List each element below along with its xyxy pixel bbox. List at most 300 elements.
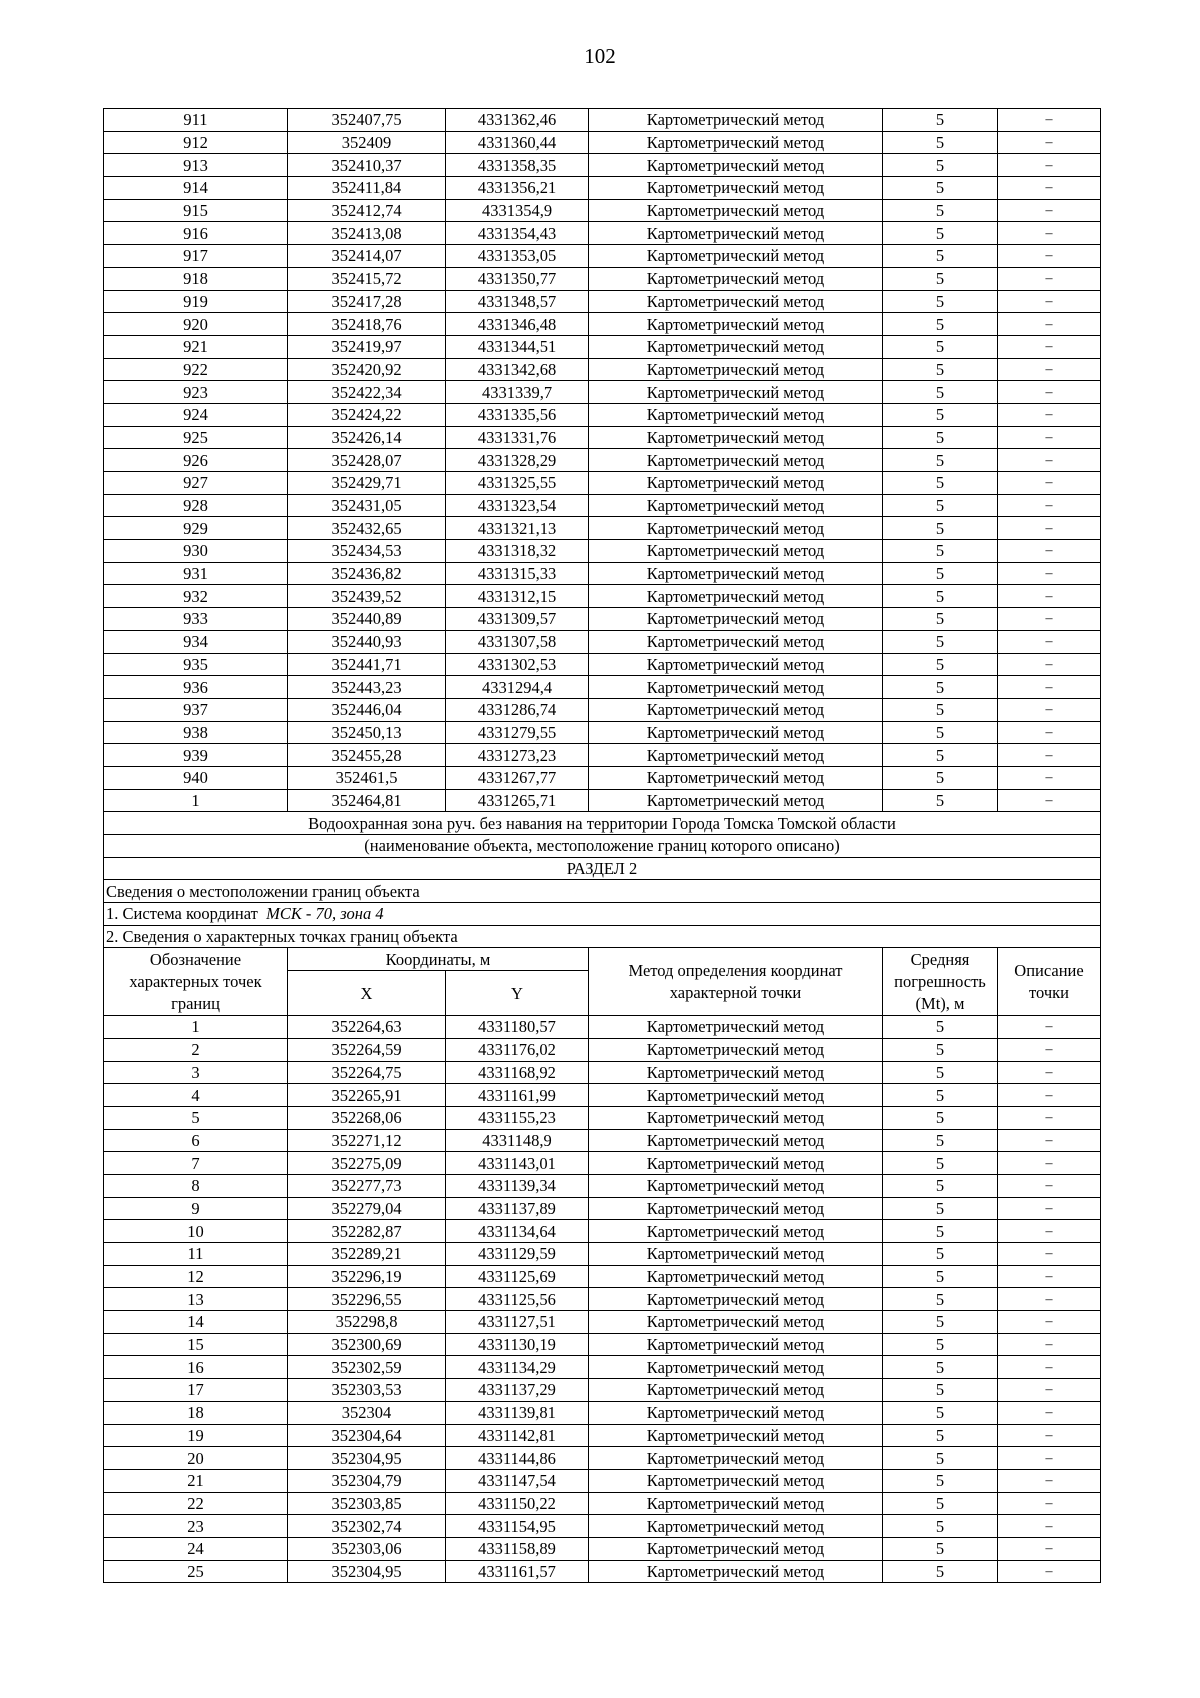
mean-error: 5 xyxy=(883,290,998,313)
point-number: 10 xyxy=(104,1220,288,1243)
coord-y: 4331155,23 xyxy=(446,1106,589,1129)
method: Картометрический метод xyxy=(589,517,883,540)
coord-x: 352304,79 xyxy=(288,1469,446,1492)
mean-error: 5 xyxy=(883,267,998,290)
header-mt: Средняя погрешность (Mt), м xyxy=(883,948,998,1016)
mean-error: 5 xyxy=(883,540,998,563)
table-row xyxy=(104,177,1101,200)
coord-y: 4331360,44 xyxy=(446,131,589,154)
method: Картометрический метод xyxy=(589,177,883,200)
coord-x: 352271,12 xyxy=(288,1129,446,1152)
table-row xyxy=(104,653,1101,676)
method: Картометрический метод xyxy=(589,1515,883,1538)
table-row xyxy=(104,1129,1101,1152)
coord-x: 352440,89 xyxy=(288,608,446,631)
info-heading-row xyxy=(104,880,1101,903)
point-description: – xyxy=(998,1401,1101,1424)
mean-error: 5 xyxy=(883,313,998,336)
coord-y: 4331321,13 xyxy=(446,517,589,540)
point-description: – xyxy=(998,131,1101,154)
method: Картометрический метод xyxy=(589,1424,883,1447)
table-row xyxy=(104,131,1101,154)
method: Картометрический метод xyxy=(589,472,883,495)
method: Картометрический метод xyxy=(589,1401,883,1424)
mean-error: 5 xyxy=(883,766,998,789)
coord-x: 352455,28 xyxy=(288,744,446,767)
point-description: – xyxy=(998,1515,1101,1538)
coord-x: 352268,06 xyxy=(288,1106,446,1129)
coord-x: 352417,28 xyxy=(288,290,446,313)
mean-error: 5 xyxy=(883,721,998,744)
point-number: 929 xyxy=(104,517,288,540)
point-number: 25 xyxy=(104,1560,288,1583)
coord-x: 352422,34 xyxy=(288,381,446,404)
coord-x: 352303,06 xyxy=(288,1537,446,1560)
table-row xyxy=(104,358,1101,381)
point-description: – xyxy=(998,472,1101,495)
point-number: 934 xyxy=(104,630,288,653)
coord-x: 352300,69 xyxy=(288,1333,446,1356)
method: Картометрический метод xyxy=(589,403,883,426)
page-number: 102 xyxy=(584,44,616,68)
coord-system-value: МСК - 70, зона 4 xyxy=(266,904,384,924)
point-number: 16 xyxy=(104,1356,288,1379)
header-point: Обозначение характерных точек границ xyxy=(104,948,288,1016)
section-title-row xyxy=(104,857,1101,880)
point-description: – xyxy=(998,1379,1101,1402)
point-description: – xyxy=(998,766,1101,789)
point-description: – xyxy=(998,676,1101,699)
method: Картометрический метод xyxy=(589,630,883,653)
method: Картометрический метод xyxy=(589,267,883,290)
point-number: 20 xyxy=(104,1447,288,1470)
method: Картометрический метод xyxy=(589,199,883,222)
coord-x: 352441,71 xyxy=(288,653,446,676)
point-number: 922 xyxy=(104,358,288,381)
point-number: 931 xyxy=(104,562,288,585)
mean-error: 5 xyxy=(883,1129,998,1152)
mean-error: 5 xyxy=(883,494,998,517)
mean-error: 5 xyxy=(883,1311,998,1334)
point-description: – xyxy=(998,608,1101,631)
point-description: – xyxy=(998,177,1101,200)
coord-y: 4331335,56 xyxy=(446,403,589,426)
point-description: – xyxy=(998,449,1101,472)
coord-y: 4331267,77 xyxy=(446,766,589,789)
table-row xyxy=(104,721,1101,744)
method: Картометрический метод xyxy=(589,1379,883,1402)
table-row xyxy=(104,1447,1101,1470)
coord-y: 4331125,56 xyxy=(446,1288,589,1311)
method: Картометрический метод xyxy=(589,290,883,313)
point-description: – xyxy=(998,199,1101,222)
method: Картометрический метод xyxy=(589,1288,883,1311)
point-number: 1 xyxy=(104,789,288,812)
table-row xyxy=(104,585,1101,608)
coord-y: 4331325,55 xyxy=(446,472,589,495)
mean-error: 5 xyxy=(883,245,998,268)
coord-y: 4331309,57 xyxy=(446,608,589,631)
object-caption-row xyxy=(104,835,1101,858)
method: Картометрический метод xyxy=(589,449,883,472)
point-description: – xyxy=(998,1469,1101,1492)
mean-error: 5 xyxy=(883,109,998,132)
method: Картометрический метод xyxy=(589,1061,883,1084)
coord-x: 352302,59 xyxy=(288,1356,446,1379)
method: Картометрический метод xyxy=(589,766,883,789)
point-number: 17 xyxy=(104,1379,288,1402)
mean-error: 5 xyxy=(883,1038,998,1061)
mean-error: 5 xyxy=(883,1106,998,1129)
point-description: – xyxy=(998,426,1101,449)
method: Картометрический метод xyxy=(589,1311,883,1334)
coord-y: 4331353,05 xyxy=(446,245,589,268)
coord-y: 4331307,58 xyxy=(446,630,589,653)
point-number: 935 xyxy=(104,653,288,676)
point-number: 912 xyxy=(104,131,288,154)
table-row xyxy=(104,1152,1101,1175)
mean-error: 5 xyxy=(883,403,998,426)
coord-y: 4331176,02 xyxy=(446,1038,589,1061)
mean-error: 5 xyxy=(883,630,998,653)
coord-y: 4331139,81 xyxy=(446,1401,589,1424)
method: Картометрический метод xyxy=(589,494,883,517)
method: Картометрический метод xyxy=(589,1084,883,1107)
method: Картометрический метод xyxy=(589,109,883,132)
table-row xyxy=(104,1401,1101,1424)
point-number: 932 xyxy=(104,585,288,608)
coord-y: 4331342,68 xyxy=(446,358,589,381)
coord-x: 352410,37 xyxy=(288,154,446,177)
mean-error: 5 xyxy=(883,131,998,154)
mean-error: 5 xyxy=(883,1197,998,1220)
point-description: – xyxy=(998,1560,1101,1583)
coord-y: 4331142,81 xyxy=(446,1424,589,1447)
points-heading: 2. Сведения о характерных точках границ объекта xyxy=(104,925,1101,948)
point-description: – xyxy=(998,562,1101,585)
point-description: – xyxy=(998,1197,1101,1220)
method: Картометрический метод xyxy=(589,1129,883,1152)
point-number: 923 xyxy=(104,381,288,404)
point-description: – xyxy=(998,1220,1101,1243)
coord-y: 4331358,35 xyxy=(446,154,589,177)
table-row xyxy=(104,449,1101,472)
table-row xyxy=(104,517,1101,540)
table-row xyxy=(104,290,1101,313)
point-number: 18 xyxy=(104,1401,288,1424)
table-row xyxy=(104,1560,1101,1583)
coord-x: 352277,73 xyxy=(288,1174,446,1197)
point-description: – xyxy=(998,245,1101,268)
point-number: 11 xyxy=(104,1243,288,1266)
method: Картометрический метод xyxy=(589,426,883,449)
coord-x: 352413,08 xyxy=(288,222,446,245)
mean-error: 5 xyxy=(883,1333,998,1356)
table-row xyxy=(104,472,1101,495)
point-description: – xyxy=(998,109,1101,132)
coord-x: 352289,21 xyxy=(288,1243,446,1266)
coord-y: 4331139,34 xyxy=(446,1174,589,1197)
coord-y: 4331318,32 xyxy=(446,540,589,563)
point-number: 928 xyxy=(104,494,288,517)
coord-y: 4331129,59 xyxy=(446,1243,589,1266)
method: Картометрический метод xyxy=(589,676,883,699)
mean-error: 5 xyxy=(883,154,998,177)
coord-y: 4331348,57 xyxy=(446,290,589,313)
object-name: Водоохранная зона руч. без навания на территории Города Томска Томской области xyxy=(104,812,1101,835)
point-number: 23 xyxy=(104,1515,288,1538)
coord-x: 352298,8 xyxy=(288,1311,446,1334)
table-row xyxy=(104,403,1101,426)
coord-x: 352411,84 xyxy=(288,177,446,200)
coord-y: 4331161,57 xyxy=(446,1560,589,1583)
table-row xyxy=(104,1084,1101,1107)
coord-x: 352461,5 xyxy=(288,766,446,789)
coord-y: 4331312,15 xyxy=(446,585,589,608)
header-y: Y xyxy=(446,971,589,1016)
point-number: 924 xyxy=(104,403,288,426)
mean-error: 5 xyxy=(883,1152,998,1175)
info-heading: Сведения о местоположении границ объекта xyxy=(104,880,1101,903)
method: Картометрический метод xyxy=(589,222,883,245)
table-row xyxy=(104,1061,1101,1084)
point-number: 916 xyxy=(104,222,288,245)
coord-y: 4331286,74 xyxy=(446,698,589,721)
coord-y: 4331265,71 xyxy=(446,789,589,812)
method: Картометрический метод xyxy=(589,245,883,268)
table-row xyxy=(104,744,1101,767)
method: Картометрический метод xyxy=(589,1243,883,1266)
method: Картометрический метод xyxy=(589,1174,883,1197)
mean-error: 5 xyxy=(883,1220,998,1243)
point-description: – xyxy=(998,585,1101,608)
method: Картометрический метод xyxy=(589,1469,883,1492)
mean-error: 5 xyxy=(883,335,998,358)
mean-error: 5 xyxy=(883,1379,998,1402)
coord-y: 4331168,92 xyxy=(446,1061,589,1084)
mean-error: 5 xyxy=(883,1356,998,1379)
boundary-points-table xyxy=(103,108,1101,1583)
method: Картометрический метод xyxy=(589,1197,883,1220)
coord-y: 4331161,99 xyxy=(446,1084,589,1107)
coord-x: 352450,13 xyxy=(288,721,446,744)
method: Картометрический метод xyxy=(589,313,883,336)
point-number: 921 xyxy=(104,335,288,358)
point-description: – xyxy=(998,154,1101,177)
coord-y: 4331150,22 xyxy=(446,1492,589,1515)
coord-y: 4331137,29 xyxy=(446,1379,589,1402)
method: Картометрический метод xyxy=(589,540,883,563)
point-number: 918 xyxy=(104,267,288,290)
point-description: – xyxy=(998,381,1101,404)
mean-error: 5 xyxy=(883,1265,998,1288)
point-description: – xyxy=(998,1356,1101,1379)
mean-error: 5 xyxy=(883,1084,998,1107)
coord-y: 4331147,54 xyxy=(446,1469,589,1492)
mean-error: 5 xyxy=(883,1492,998,1515)
point-number: 3 xyxy=(104,1061,288,1084)
coord-x: 352443,23 xyxy=(288,676,446,699)
object-name-row xyxy=(104,812,1101,835)
table-row xyxy=(104,1220,1101,1243)
coord-x: 352439,52 xyxy=(288,585,446,608)
coord-x: 352412,74 xyxy=(288,199,446,222)
coord-x: 352464,81 xyxy=(288,789,446,812)
coord-y: 4331331,76 xyxy=(446,426,589,449)
table-row xyxy=(104,1333,1101,1356)
column-header-row xyxy=(104,948,1101,971)
coord-y: 4331344,51 xyxy=(446,335,589,358)
point-number: 933 xyxy=(104,608,288,631)
table-row xyxy=(104,1492,1101,1515)
section-title: РАЗДЕЛ 2 xyxy=(104,857,1101,880)
point-description: – xyxy=(998,1106,1101,1129)
coord-x: 352275,09 xyxy=(288,1152,446,1175)
table-row xyxy=(104,608,1101,631)
mean-error: 5 xyxy=(883,222,998,245)
mean-error: 5 xyxy=(883,1061,998,1084)
point-number: 24 xyxy=(104,1537,288,1560)
point-number: 930 xyxy=(104,540,288,563)
coord-y: 4331323,54 xyxy=(446,494,589,517)
object-caption: (наименование объекта, местоположение границ которого описано) xyxy=(104,835,1101,858)
point-number: 6 xyxy=(104,1129,288,1152)
method: Картометрический метод xyxy=(589,721,883,744)
point-number: 12 xyxy=(104,1265,288,1288)
table-row xyxy=(104,562,1101,585)
mean-error: 5 xyxy=(883,358,998,381)
coord-x: 352304 xyxy=(288,1401,446,1424)
coord-y: 4331302,53 xyxy=(446,653,589,676)
mean-error: 5 xyxy=(883,1288,998,1311)
coord-system-label: 1. Система координат xyxy=(106,904,258,924)
coord-y: 4331130,19 xyxy=(446,1333,589,1356)
coord-x: 352264,63 xyxy=(288,1016,446,1039)
coord-x: 352304,95 xyxy=(288,1447,446,1470)
method: Картометрический метод xyxy=(589,608,883,631)
table-row xyxy=(104,1311,1101,1334)
method: Картометрический метод xyxy=(589,154,883,177)
point-description: – xyxy=(998,1038,1101,1061)
point-number: 19 xyxy=(104,1424,288,1447)
table-row xyxy=(104,1537,1101,1560)
coord-system-row xyxy=(104,903,1101,926)
coord-y: 4331356,21 xyxy=(446,177,589,200)
table-row xyxy=(104,245,1101,268)
mean-error: 5 xyxy=(883,1537,998,1560)
method: Картометрический метод xyxy=(589,653,883,676)
coord-y: 4331273,23 xyxy=(446,744,589,767)
point-description: – xyxy=(998,313,1101,336)
mean-error: 5 xyxy=(883,449,998,472)
point-description: – xyxy=(998,540,1101,563)
coord-y: 4331137,89 xyxy=(446,1197,589,1220)
method: Картометрический метод xyxy=(589,131,883,154)
mean-error: 5 xyxy=(883,585,998,608)
point-number: 7 xyxy=(104,1152,288,1175)
point-description: – xyxy=(998,698,1101,721)
method: Картометрический метод xyxy=(589,1038,883,1061)
table-row xyxy=(104,1243,1101,1266)
mean-error: 5 xyxy=(883,1174,998,1197)
point-number: 5 xyxy=(104,1106,288,1129)
coord-y: 4331279,55 xyxy=(446,721,589,744)
mean-error: 5 xyxy=(883,517,998,540)
point-description: – xyxy=(998,335,1101,358)
point-description: – xyxy=(998,517,1101,540)
coord-y: 4331158,89 xyxy=(446,1537,589,1560)
point-description: – xyxy=(998,1288,1101,1311)
point-number: 917 xyxy=(104,245,288,268)
coord-y: 4331339,7 xyxy=(446,381,589,404)
point-description: – xyxy=(998,1492,1101,1515)
mean-error: 5 xyxy=(883,744,998,767)
mean-error: 5 xyxy=(883,608,998,631)
method: Картометрический метод xyxy=(589,562,883,585)
table-row xyxy=(104,313,1101,336)
method: Картометрический метод xyxy=(589,1220,883,1243)
table-row xyxy=(104,540,1101,563)
mean-error: 5 xyxy=(883,1016,998,1039)
point-description: – xyxy=(998,1129,1101,1152)
coord-y: 4331134,64 xyxy=(446,1220,589,1243)
coord-y: 4331143,01 xyxy=(446,1152,589,1175)
points-part1 xyxy=(104,109,1101,812)
coord-x: 352303,85 xyxy=(288,1492,446,1515)
coord-y: 4331148,9 xyxy=(446,1129,589,1152)
point-number: 936 xyxy=(104,676,288,699)
table-row xyxy=(104,381,1101,404)
point-description: – xyxy=(998,1016,1101,1039)
table-row xyxy=(104,789,1101,812)
point-number: 4 xyxy=(104,1084,288,1107)
point-description: – xyxy=(998,789,1101,812)
coord-y: 4331154,95 xyxy=(446,1515,589,1538)
points-heading-row xyxy=(104,925,1101,948)
coord-x: 352296,19 xyxy=(288,1265,446,1288)
method: Картометрический метод xyxy=(589,1152,883,1175)
header-coords: Координаты, м xyxy=(288,948,589,971)
method: Картометрический метод xyxy=(589,1447,883,1470)
coord-y: 4331180,57 xyxy=(446,1016,589,1039)
mean-error: 5 xyxy=(883,199,998,222)
coord-x: 352296,55 xyxy=(288,1288,446,1311)
method: Картометрический метод xyxy=(589,358,883,381)
coord-x: 352303,53 xyxy=(288,1379,446,1402)
mean-error: 5 xyxy=(883,653,998,676)
coord-x: 352446,04 xyxy=(288,698,446,721)
table-row xyxy=(104,1424,1101,1447)
point-description: – xyxy=(998,1333,1101,1356)
point-number: 22 xyxy=(104,1492,288,1515)
point-number: 913 xyxy=(104,154,288,177)
coord-x: 352440,93 xyxy=(288,630,446,653)
coord-y: 4331134,29 xyxy=(446,1356,589,1379)
coord-x: 352264,75 xyxy=(288,1061,446,1084)
coord-x: 352279,04 xyxy=(288,1197,446,1220)
point-number: 940 xyxy=(104,766,288,789)
mean-error: 5 xyxy=(883,426,998,449)
table-row xyxy=(104,630,1101,653)
coord-x: 352429,71 xyxy=(288,472,446,495)
mean-error: 5 xyxy=(883,472,998,495)
method: Картометрический метод xyxy=(589,1265,883,1288)
coord-y: 4331315,33 xyxy=(446,562,589,585)
header-x: X xyxy=(288,971,446,1016)
coord-x: 352432,65 xyxy=(288,517,446,540)
mean-error: 5 xyxy=(883,789,998,812)
table-row xyxy=(104,494,1101,517)
